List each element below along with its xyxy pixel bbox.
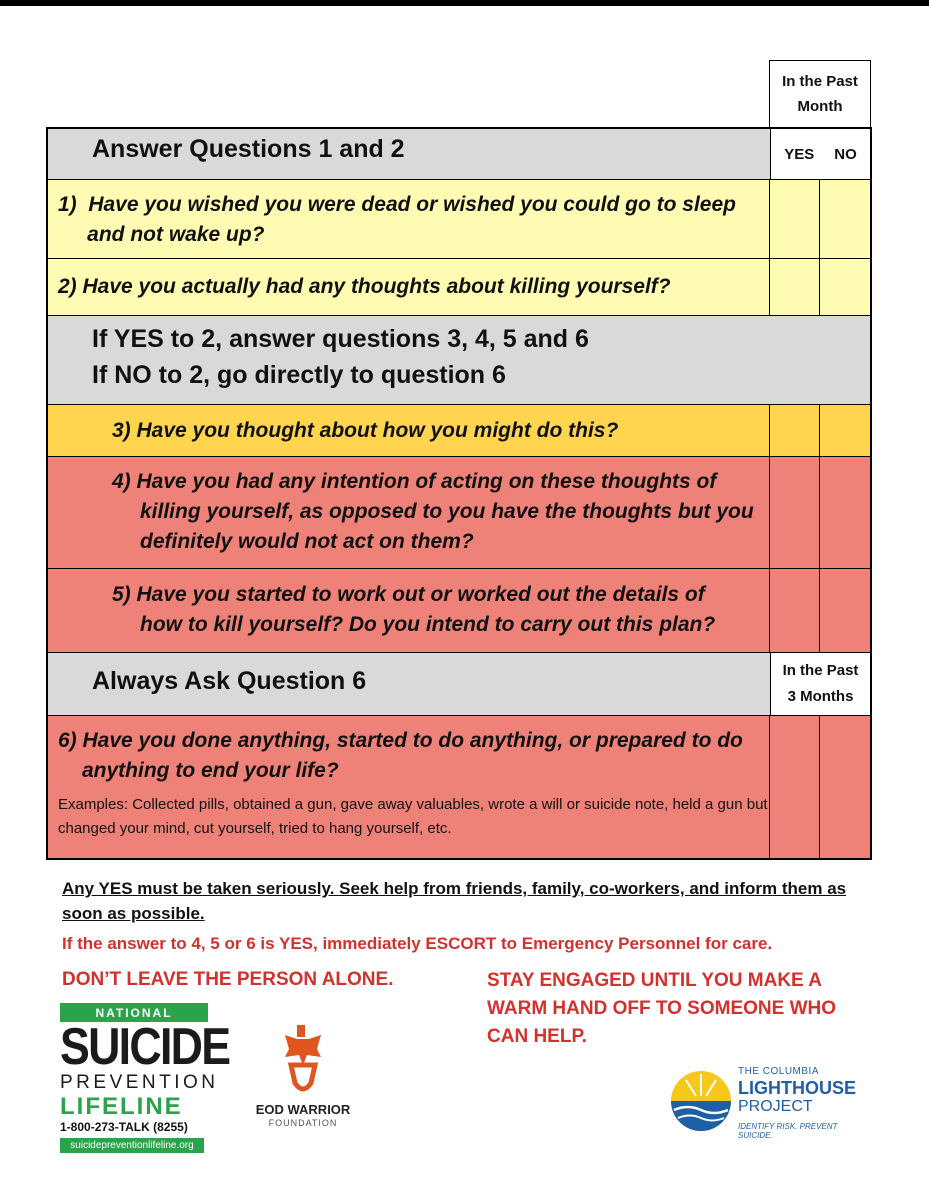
q2-no-cell[interactable] [820,259,870,315]
section-header-instructions [48,316,870,405]
warning-text: Any YES must be taken seriously. Seek help from friends, family, co-workers, and inform them as soon as possible. [62,879,847,923]
question-4-text: 4) Have you had any intention of acting on these thoughts of killing yourself, as opposed to you have the thoughts but you definitely would not act on them? [112,470,754,553]
q3-yes-cell[interactable] [770,405,820,456]
instruction-line-1: If YES to 2, answer questions 3, 4, 5 and 6 [92,325,589,353]
question-row-1 [48,180,870,259]
columbia-lighthouse-project-logo: THE COLUMBIA LIGHTHOUSE PROJECT IDENTIFY RISK. PREVENT SUICIDE. [668,1066,868,1138]
question-1-text: 1) Have you wished you were dead or wished you could go to sleep and not wake up? [58,193,736,246]
section-header-questions-1-2 [48,129,870,180]
question-row-6 [48,716,870,858]
question-2-text: 2) Have you actually had any thoughts about killing yourself? [58,275,671,298]
section-title-always-ask: Always Ask Question 6 [92,667,367,695]
question-5-text: 5) Have you started to work out or worked out the details of how to kill yourself? Do you intend to carry out this plan? [112,583,716,636]
q4-yes-cell[interactable] [770,457,820,568]
dont-leave-text: DON’T LEAVE THE PERSON ALONE. [62,969,394,990]
q1-yes-cell[interactable] [770,180,820,258]
sunrise-icon [668,1066,734,1136]
yes-label: YES [784,145,815,163]
question-row-2 [48,259,870,316]
q1-no-cell[interactable] [820,180,870,258]
eod-emblem-icon [277,1025,329,1097]
yes-no-header [770,129,870,179]
instruction-line-2: If NO to 2, go directly to question 6 [92,361,506,389]
escort-text: If the answer to 4, 5 or 6 is YES, immediately ESCORT to Emergency Personnel for care. [62,934,773,953]
q5-no-cell[interactable] [820,569,870,652]
screening-table [46,127,872,860]
past-month-header: In the Past Month [769,60,871,128]
q6-yes-cell[interactable] [770,716,820,858]
question-row-3 [48,405,870,457]
question-row-4 [48,457,870,569]
top-border [0,0,929,6]
section-title: Answer Questions 1 and 2 [92,135,405,163]
q2-yes-cell[interactable] [770,259,820,315]
q5-yes-cell[interactable] [770,569,820,652]
question-3-text: 3) Have you thought about how you might do this? [112,419,619,442]
question-row-5 [48,569,870,653]
q3-no-cell[interactable] [820,405,870,456]
stay-engaged-text: STAY ENGAGED UNTIL YOU MAKE A WARM HAND OFF TO SOMEONE WHO CAN HELP. [487,970,837,1047]
past-3-months-header: In the Past 3 Months [770,653,870,715]
no-label: NO [834,145,857,163]
section-header-question-6 [48,653,870,716]
question-6-text: 6) Have you done anything, started to do anything, or prepared to do anything to end your life? [58,729,743,782]
eod-warrior-foundation-logo: EOD WARRIOR FOUNDATION [255,1025,351,1135]
question-6-examples: Examples: Collected pills, obtained a gun, gave away valuables, wrote a will or suicide note, held a gun but changed your mind, cut yourself, tried to hang yourself, etc. [58,796,768,837]
q6-no-cell[interactable] [820,716,870,858]
q4-no-cell[interactable] [820,457,870,568]
suicide-prevention-lifeline-logo: NATIONAL SUICIDE PREVENTION LIFELINE 1-800-273-TALK (8255) suicidepreventionlifeline.org [60,1003,210,1155]
